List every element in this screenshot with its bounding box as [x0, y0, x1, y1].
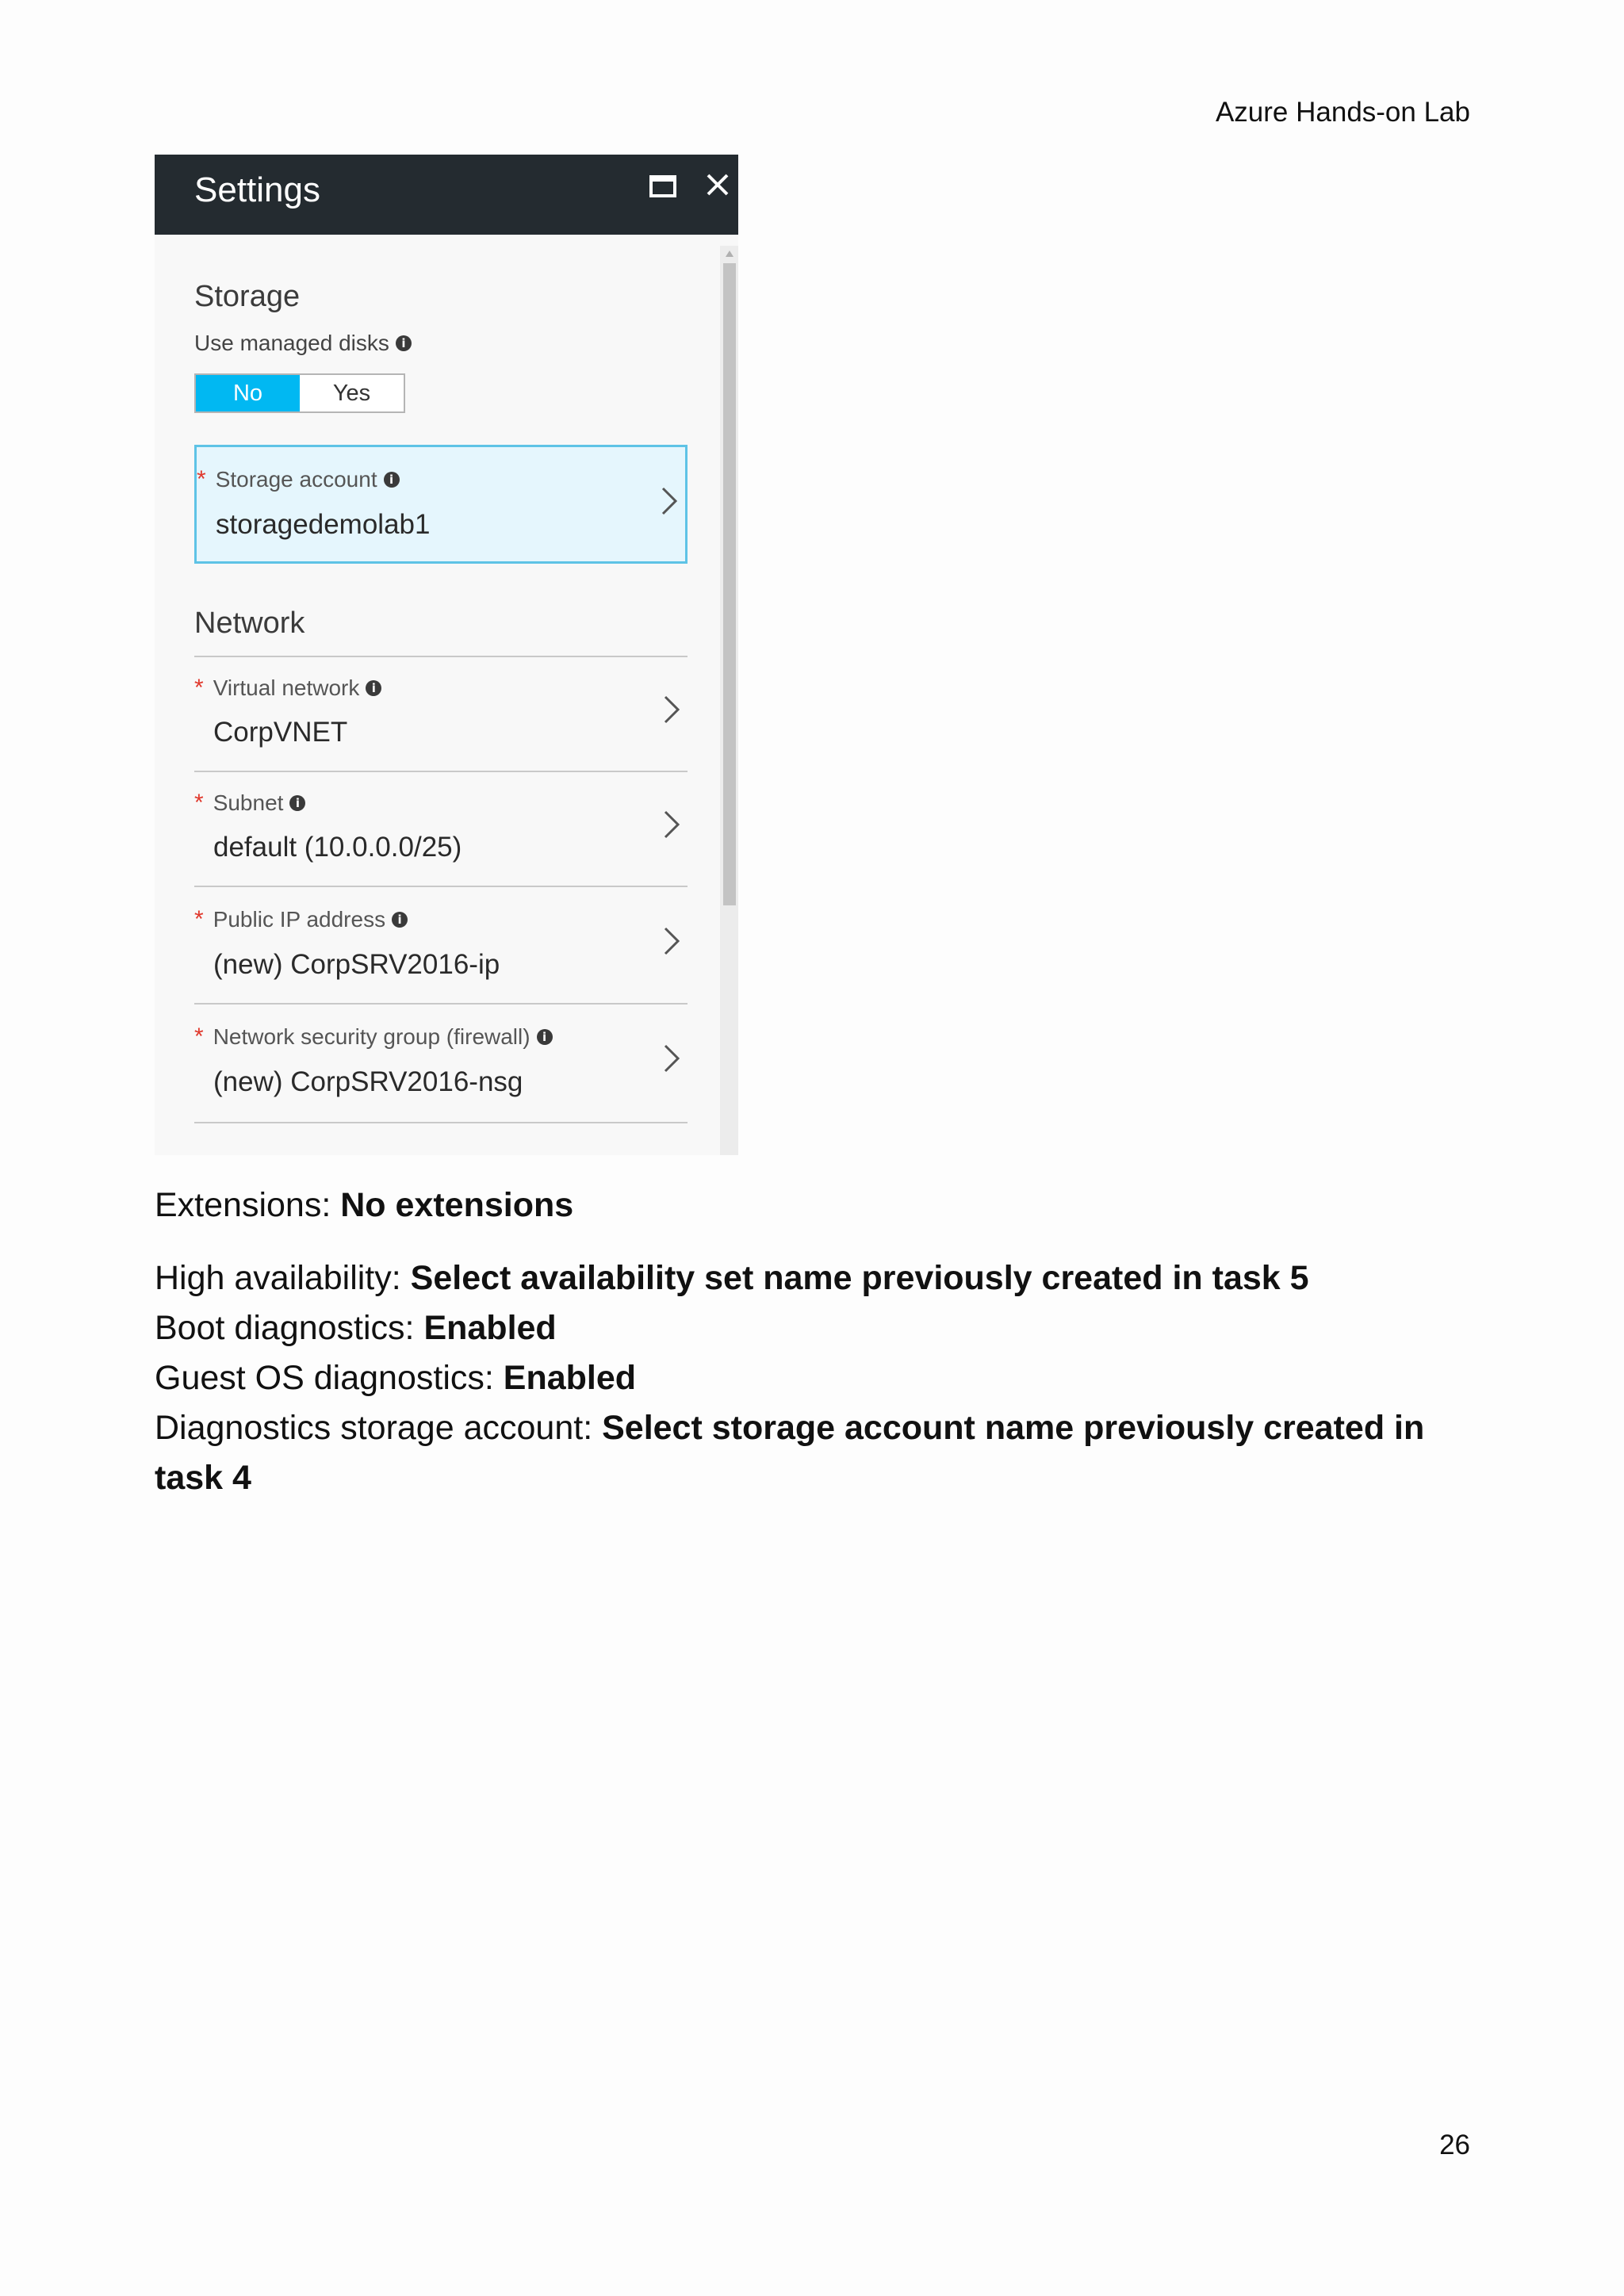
- virtual-network-field[interactable]: [194, 657, 688, 772]
- blade-title: Settings: [194, 170, 320, 209]
- info-icon[interactable]: i: [366, 680, 381, 696]
- field-value: default (10.0.0.0/25): [213, 832, 462, 863]
- toggle-no-option[interactable]: No: [196, 375, 300, 411]
- info-icon[interactable]: i: [537, 1029, 553, 1045]
- field-value: CorpVNET: [213, 717, 348, 748]
- subnet-field[interactable]: [194, 772, 688, 887]
- instruction-extensions: [155, 1186, 573, 1225]
- chevron-right-icon: [661, 809, 683, 840]
- nsg-field[interactable]: [194, 1004, 688, 1123]
- blade-header: [155, 155, 738, 235]
- maximize-icon[interactable]: [646, 169, 681, 204]
- settings-blade: [155, 155, 738, 1155]
- field-label-text: Virtual network: [213, 675, 360, 700]
- field-label: [194, 906, 408, 933]
- instruction-value: No extensions: [340, 1186, 574, 1224]
- storage-account-field[interactable]: [194, 445, 688, 564]
- info-icon[interactable]: i: [289, 795, 305, 811]
- instruction-high-availability: [155, 1259, 1309, 1298]
- instruction-label: Boot diagnostics:: [155, 1309, 424, 1347]
- instruction-guest-os-diagnostics: [155, 1359, 636, 1398]
- managed-disks-label: [194, 331, 412, 356]
- network-heading: Network: [194, 607, 305, 640]
- instruction-label: Extensions:: [155, 1186, 341, 1224]
- chevron-right-icon: [661, 925, 683, 957]
- scroll-up-icon[interactable]: [726, 251, 733, 257]
- managed-disks-text: Use managed disks: [194, 331, 389, 355]
- field-label: [194, 675, 381, 702]
- chevron-right-icon: [661, 1043, 683, 1074]
- storage-account-label-text: Storage account: [215, 467, 377, 492]
- instruction-value: Select storage account name previously created in: [602, 1409, 1425, 1447]
- running-header: Azure Hands-on Lab: [1215, 97, 1470, 128]
- field-value: (new) CorpSRV2016-nsg: [213, 1066, 523, 1097]
- page-number: 26: [1439, 2130, 1470, 2160]
- instruction-value: task 4: [155, 1459, 251, 1497]
- chevron-right-icon: [661, 694, 683, 725]
- field-label-text: Subnet: [213, 790, 284, 815]
- field-label-text: Network security group (firewall): [213, 1024, 530, 1049]
- required-marker: *: [194, 675, 204, 701]
- public-ip-field[interactable]: [194, 887, 688, 1004]
- instruction-value: Select availability set name previously created in task 5: [410, 1259, 1309, 1297]
- instruction-value: Enabled: [423, 1309, 557, 1347]
- storage-account-label: [197, 466, 400, 493]
- instruction-boot-diagnostics: [155, 1309, 557, 1348]
- scrollbar-thumb[interactable]: [723, 263, 736, 905]
- info-icon[interactable]: i: [396, 335, 412, 351]
- storage-account-value: storagedemolab1: [216, 509, 431, 540]
- field-label-text: Public IP address: [213, 907, 386, 932]
- instruction-label: Diagnostics storage account:: [155, 1409, 603, 1447]
- close-icon[interactable]: [700, 167, 735, 202]
- required-marker: *: [194, 906, 204, 932]
- instruction-value: Enabled: [503, 1359, 637, 1397]
- required-marker: *: [194, 1024, 204, 1050]
- instruction-label: High availability:: [155, 1259, 411, 1297]
- field-label: [194, 790, 305, 817]
- info-icon[interactable]: i: [384, 472, 400, 488]
- instruction-diagnostics-storage-cont: [155, 1459, 251, 1498]
- toggle-yes-option[interactable]: Yes: [300, 375, 404, 411]
- managed-disks-toggle[interactable]: [194, 373, 405, 413]
- field-value: (new) CorpSRV2016-ip: [213, 949, 500, 980]
- field-label: [194, 1024, 553, 1050]
- info-icon[interactable]: i: [392, 912, 408, 928]
- chevron-right-icon: [658, 485, 680, 517]
- scrollbar[interactable]: [720, 246, 738, 1155]
- required-marker: *: [197, 466, 206, 492]
- instruction-label: Guest OS diagnostics:: [155, 1359, 504, 1397]
- instruction-diagnostics-storage: [155, 1409, 1424, 1448]
- required-marker: *: [194, 790, 204, 816]
- storage-heading: Storage: [194, 280, 301, 313]
